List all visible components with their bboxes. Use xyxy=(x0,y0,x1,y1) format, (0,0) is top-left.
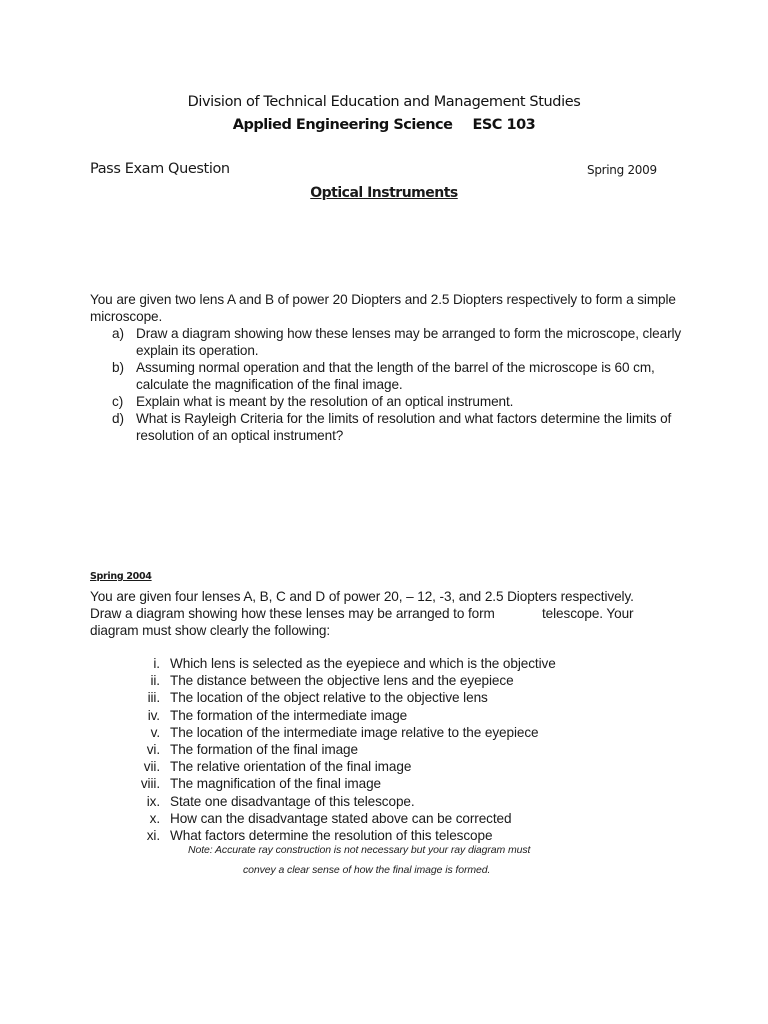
list-item xyxy=(90,827,690,844)
item-numeral: ix. xyxy=(146,793,160,809)
list-item xyxy=(90,741,690,758)
item-numeral: xi. xyxy=(146,827,160,843)
note-line-1: Note: Accurate ray construction is not necessary but your ray diagram must xyxy=(188,844,531,856)
item-text: The location of the object relative to the objective lens xyxy=(170,690,488,706)
part-marker: a) xyxy=(112,326,124,341)
question-1-intro: You are given two lens A and B of power 20 Diopters and 2.5 Diopters respectively to form a simple microscope. xyxy=(90,292,676,324)
list-item xyxy=(90,724,690,741)
item-text: The formation of the intermediate image xyxy=(170,707,408,723)
item-numeral: v. xyxy=(150,724,160,740)
list-item xyxy=(90,775,690,792)
item-text: The formation of the final image xyxy=(170,741,358,757)
item-numeral: viii. xyxy=(140,776,160,792)
division-heading: Division of Technical Education and Management Studies xyxy=(187,94,581,110)
part-marker: b) xyxy=(112,360,124,375)
question-2-line-2 xyxy=(90,605,690,622)
question-1-part xyxy=(90,325,690,359)
question-1 xyxy=(90,291,690,444)
question-2-line-3: diagram must show clearly the following: xyxy=(90,623,331,638)
exam-label: Pass Exam Question xyxy=(90,161,230,177)
list-item xyxy=(90,655,690,672)
question-2 xyxy=(90,588,690,639)
item-text: State one disadvantage of this telescope. xyxy=(170,793,415,809)
item-numeral: x. xyxy=(149,810,160,826)
item-text: Which lens is selected as the eyepiece and which is the objective xyxy=(170,656,556,671)
part-text: What is Rayleigh Criteria for the limits of resolution and what factors determine the limits of resolution of an optical instrument? xyxy=(136,411,672,443)
item-text: How can the disadvantage stated above can be corrected xyxy=(170,810,512,826)
item-numeral: iv. xyxy=(147,707,160,723)
course-heading xyxy=(0,117,768,133)
item-text: The location of the intermediate image relative to the eyepiece xyxy=(170,724,539,740)
item-numeral: ii. xyxy=(150,673,160,689)
question-2-line-2-start: Draw a diagram showing how these lenses may be arranged to form xyxy=(90,606,495,621)
item-text: The relative orientation of the final image xyxy=(170,759,412,775)
part-text: Explain what is meant by the resolution of an optical instrument. xyxy=(136,394,514,409)
question-2-line-1: You are given four lenses A, B, C and D of power 20, – 12, -3, and 2.5 Diopters respectively. xyxy=(90,589,634,604)
list-item xyxy=(90,793,690,810)
list-item xyxy=(90,810,690,827)
item-numeral: vi. xyxy=(146,741,160,757)
part-text: Draw a diagram showing how these lenses may be arranged to form the microscope, clearly explain its operation. xyxy=(136,326,682,358)
part-text: Assuming normal operation and that the length of the barrel of the microscope is 60 cm, calculate the magnification of the final image. xyxy=(136,360,655,392)
list-item xyxy=(90,672,690,689)
topic-title: Optical Instruments xyxy=(310,185,458,201)
question-1-part xyxy=(90,410,690,444)
item-text: What factors determine the resolution of this telescope xyxy=(170,827,493,843)
item-text: The magnification of the final image xyxy=(170,776,381,792)
question-2-items xyxy=(90,655,690,844)
question-1-parts xyxy=(90,325,690,444)
part-marker: c) xyxy=(112,394,124,409)
question-2-line-2-end: telescope. Your xyxy=(542,606,634,621)
course-name: Applied Engineering Science xyxy=(232,117,453,133)
question-1-part xyxy=(90,393,690,410)
list-item xyxy=(90,689,690,706)
list-item xyxy=(90,707,690,724)
item-text: The distance between the objective lens and the eyepiece xyxy=(170,673,514,689)
note-line-2: convey a clear sense of how the final image is formed. xyxy=(243,864,491,876)
exam-term: Spring 2009 xyxy=(587,163,657,177)
course-code: ESC 103 xyxy=(472,117,536,133)
question-1-part xyxy=(90,359,690,393)
question-2-term: Spring 2004 xyxy=(90,571,152,582)
item-numeral: i. xyxy=(153,656,160,671)
list-item xyxy=(90,758,690,775)
item-numeral: iii. xyxy=(147,690,160,706)
part-marker: d) xyxy=(112,411,124,426)
item-numeral: vii. xyxy=(143,759,160,775)
